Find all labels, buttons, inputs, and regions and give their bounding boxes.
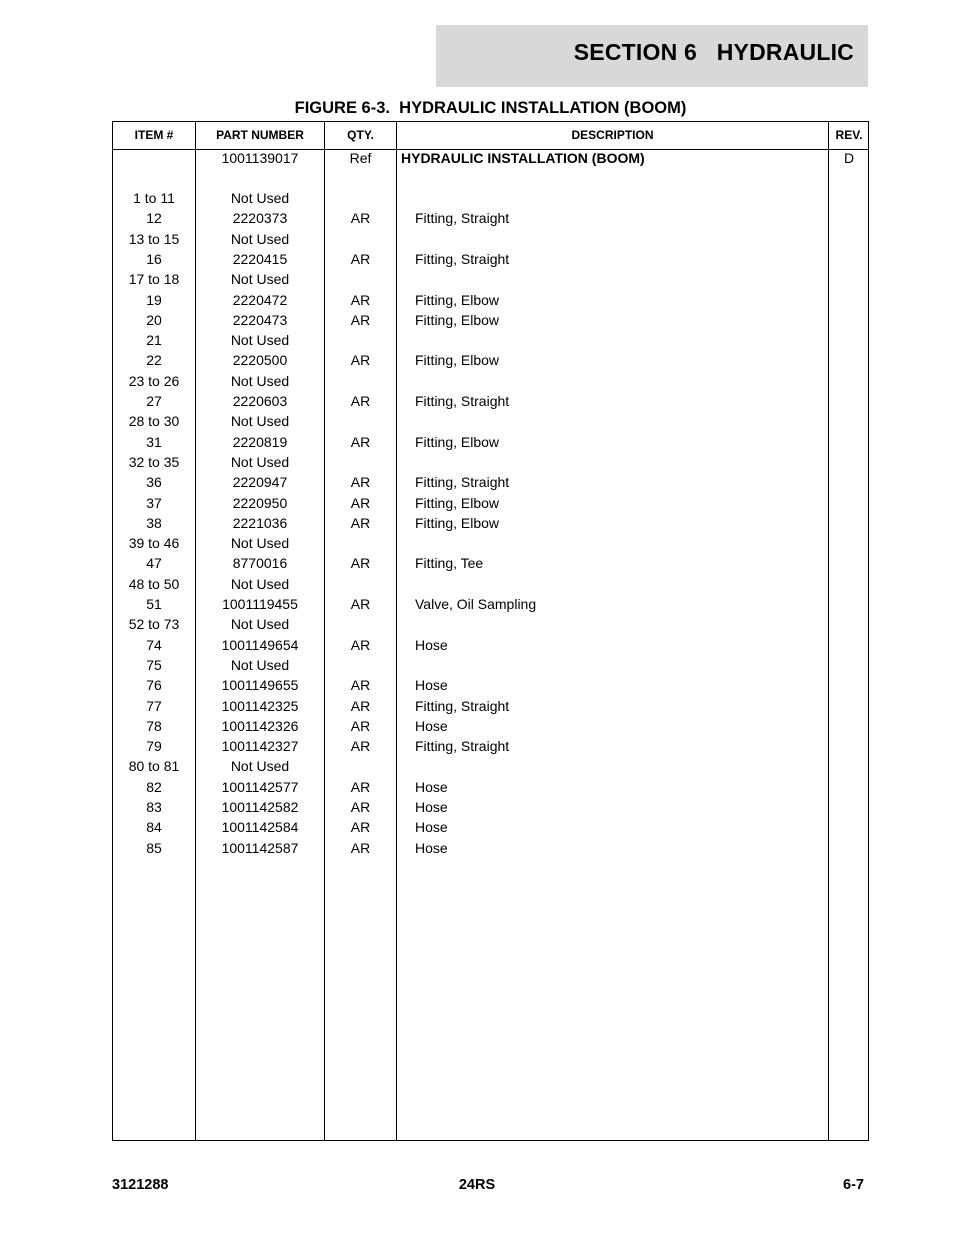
part-number: 1001142582 <box>221 799 299 815</box>
part-number: 2220373 <box>232 210 288 227</box>
footer-model: 24RS <box>458 1177 496 1193</box>
table-row <box>113 229 868 249</box>
table-row <box>113 797 868 817</box>
assembly-row <box>113 148 868 168</box>
item-number: 23 to 26 <box>128 372 180 389</box>
table-row <box>113 452 868 472</box>
part-number: Not Used <box>230 332 290 349</box>
table-row <box>113 655 868 675</box>
item-number: 22 <box>146 352 162 369</box>
quantity: AR <box>350 291 371 308</box>
quantity: AR <box>350 555 371 572</box>
item-number: 32 to 35 <box>128 453 180 470</box>
quantity: AR <box>350 697 371 714</box>
part-number: 1001139017 <box>221 150 299 166</box>
part-number: 2221036 <box>232 514 288 531</box>
part-number: 1001142326 <box>221 717 299 734</box>
table-row <box>113 594 868 614</box>
part-number: Not Used <box>230 271 290 288</box>
quantity: AR <box>350 393 371 409</box>
item-number: 83 <box>146 799 162 815</box>
description: Hose <box>415 778 448 795</box>
table-row <box>113 290 868 310</box>
item-number: 19 <box>146 291 162 308</box>
item-number: 38 <box>146 514 162 531</box>
item-number: 1 to 11 <box>133 190 175 206</box>
item-number: 28 to 30 <box>128 413 180 430</box>
item-number: 17 to 18 <box>128 271 180 288</box>
description: Hose <box>415 799 448 815</box>
part-number: Not Used <box>230 190 290 206</box>
item-number: 47 <box>146 555 162 572</box>
item-number: 16 <box>146 250 162 267</box>
description: Fitting, Straight <box>415 474 510 491</box>
item-number: 39 to 46 <box>128 535 180 552</box>
table-row <box>113 310 868 330</box>
quantity: AR <box>350 636 371 653</box>
part-number: 2220472 <box>232 291 288 308</box>
quantity: AR <box>350 778 371 795</box>
table-row <box>113 391 868 411</box>
description: Fitting, Straight <box>415 393 510 409</box>
part-number: Not Used <box>230 535 290 552</box>
item-number: 84 <box>146 819 162 836</box>
quantity: AR <box>350 514 371 531</box>
part-number: 1001149654 <box>221 636 299 653</box>
part-number: Not Used <box>230 413 290 430</box>
table-row <box>113 756 868 776</box>
part-number: Not Used <box>230 616 290 633</box>
table-row <box>113 432 868 452</box>
table-row <box>113 188 868 208</box>
item-number: 13 to 15 <box>128 230 180 247</box>
table-row <box>113 350 868 370</box>
part-number: 1001142327 <box>221 738 299 755</box>
description: Fitting, Straight <box>415 697 510 714</box>
quantity: AR <box>350 494 371 511</box>
part-number: 2220603 <box>232 393 288 409</box>
column-header-part-number: PART NUMBER <box>216 128 304 142</box>
column-header-description: DESCRIPTION <box>571 128 654 142</box>
table-row <box>113 635 868 655</box>
description: Fitting, Elbow <box>415 291 500 308</box>
part-number: 2220947 <box>232 474 288 491</box>
description: Fitting, Elbow <box>415 433 500 450</box>
part-number: Not Used <box>230 758 290 775</box>
table-row <box>113 533 868 553</box>
footer-document-number: 3121288 <box>112 1177 169 1193</box>
quantity: AR <box>350 738 371 755</box>
quantity: AR <box>350 717 371 734</box>
figure-title: FIGURE 6-3. HYDRAULIC INSTALLATION (BOOM) <box>294 99 687 117</box>
table-row <box>113 208 868 228</box>
part-number: 2220415 <box>232 250 288 267</box>
part-number: 2220473 <box>232 311 288 328</box>
item-number: 75 <box>146 656 162 673</box>
part-number: 8770016 <box>232 555 288 572</box>
quantity: AR <box>350 474 371 491</box>
part-number: 1001142577 <box>221 778 299 795</box>
description: Fitting, Elbow <box>415 311 500 328</box>
table-row <box>113 838 868 858</box>
table-row <box>113 553 868 573</box>
table-row <box>113 249 868 269</box>
item-number: 76 <box>146 677 162 694</box>
description: Hose <box>415 839 448 856</box>
description: Fitting, Elbow <box>415 514 500 531</box>
item-number: 36 <box>146 474 162 491</box>
part-number: 1001142587 <box>221 839 299 856</box>
description: Fitting, Straight <box>415 738 510 755</box>
parts-table <box>112 121 869 1141</box>
table-row <box>113 716 868 736</box>
part-number: 1001142325 <box>221 697 299 714</box>
quantity: AR <box>350 839 371 856</box>
quantity: AR <box>350 819 371 836</box>
item-number: 78 <box>146 717 162 734</box>
part-number: 1001119455 <box>222 596 298 612</box>
description: Fitting, Elbow <box>415 352 500 369</box>
item-number: 37 <box>146 494 162 511</box>
description: Fitting, Tee <box>415 555 484 572</box>
item-number: 77 <box>146 697 162 714</box>
part-number: Not Used <box>230 575 290 592</box>
description: HYDRAULIC INSTALLATION (BOOM) <box>401 150 645 166</box>
table-row <box>113 472 868 492</box>
quantity: AR <box>350 677 371 694</box>
item-number: 27 <box>146 393 162 409</box>
table-row <box>113 777 868 797</box>
item-number: 51 <box>146 596 162 612</box>
part-number: Not Used <box>230 453 290 470</box>
quantity: AR <box>350 210 371 227</box>
quantity: Ref <box>349 150 372 166</box>
item-number: 12 <box>146 210 162 227</box>
item-number: 79 <box>146 738 162 755</box>
description: Hose <box>415 717 448 734</box>
table-row <box>113 371 868 391</box>
table-row <box>113 513 868 533</box>
description: Hose <box>415 677 448 694</box>
table-row <box>113 330 868 350</box>
description: Fitting, Elbow <box>415 494 500 511</box>
column-header-qty: QTY. <box>347 128 374 142</box>
part-number: 2220819 <box>232 433 288 450</box>
part-number: 2220500 <box>232 352 288 369</box>
part-number: Not Used <box>230 656 290 673</box>
revision: D <box>843 150 855 166</box>
part-number: 1001149655 <box>221 677 299 694</box>
part-number: 2220950 <box>232 494 288 511</box>
quantity: AR <box>350 596 371 612</box>
table-row <box>113 736 868 756</box>
table-row <box>113 411 868 431</box>
quantity: AR <box>350 311 371 328</box>
description: Hose <box>415 636 448 653</box>
quantity: AR <box>350 433 371 450</box>
item-number: 21 <box>146 332 162 349</box>
item-number: 20 <box>146 311 162 328</box>
column-header-item: ITEM # <box>134 128 174 142</box>
part-number: Not Used <box>230 372 290 389</box>
item-number: 74 <box>146 636 162 653</box>
table-row <box>113 696 868 716</box>
description: Fitting, Straight <box>415 210 510 227</box>
table-row <box>113 269 868 289</box>
table-row <box>113 493 868 513</box>
description: Fitting, Straight <box>415 250 510 267</box>
quantity: AR <box>350 250 371 267</box>
item-number: 31 <box>146 433 162 450</box>
part-number: 1001142584 <box>221 819 299 836</box>
quantity: AR <box>350 799 371 815</box>
item-number: 80 to 81 <box>128 758 180 775</box>
table-row <box>113 675 868 695</box>
part-number: Not Used <box>230 230 290 247</box>
section-banner <box>436 25 868 87</box>
table-row <box>113 574 868 594</box>
description: Valve, Oil Sampling <box>415 596 537 612</box>
table-row <box>113 614 868 634</box>
table-row <box>113 817 868 837</box>
column-header-rev: REV. <box>835 128 863 142</box>
section-title: SECTION 6 HYDRAULIC <box>573 39 854 65</box>
item-number: 82 <box>146 778 162 795</box>
quantity: AR <box>350 352 371 369</box>
description: Hose <box>415 819 448 836</box>
footer-page-number: 6-7 <box>843 1177 864 1193</box>
item-number: 48 to 50 <box>128 575 180 592</box>
item-number: 52 to 73 <box>128 616 180 633</box>
item-number: 85 <box>146 839 162 856</box>
